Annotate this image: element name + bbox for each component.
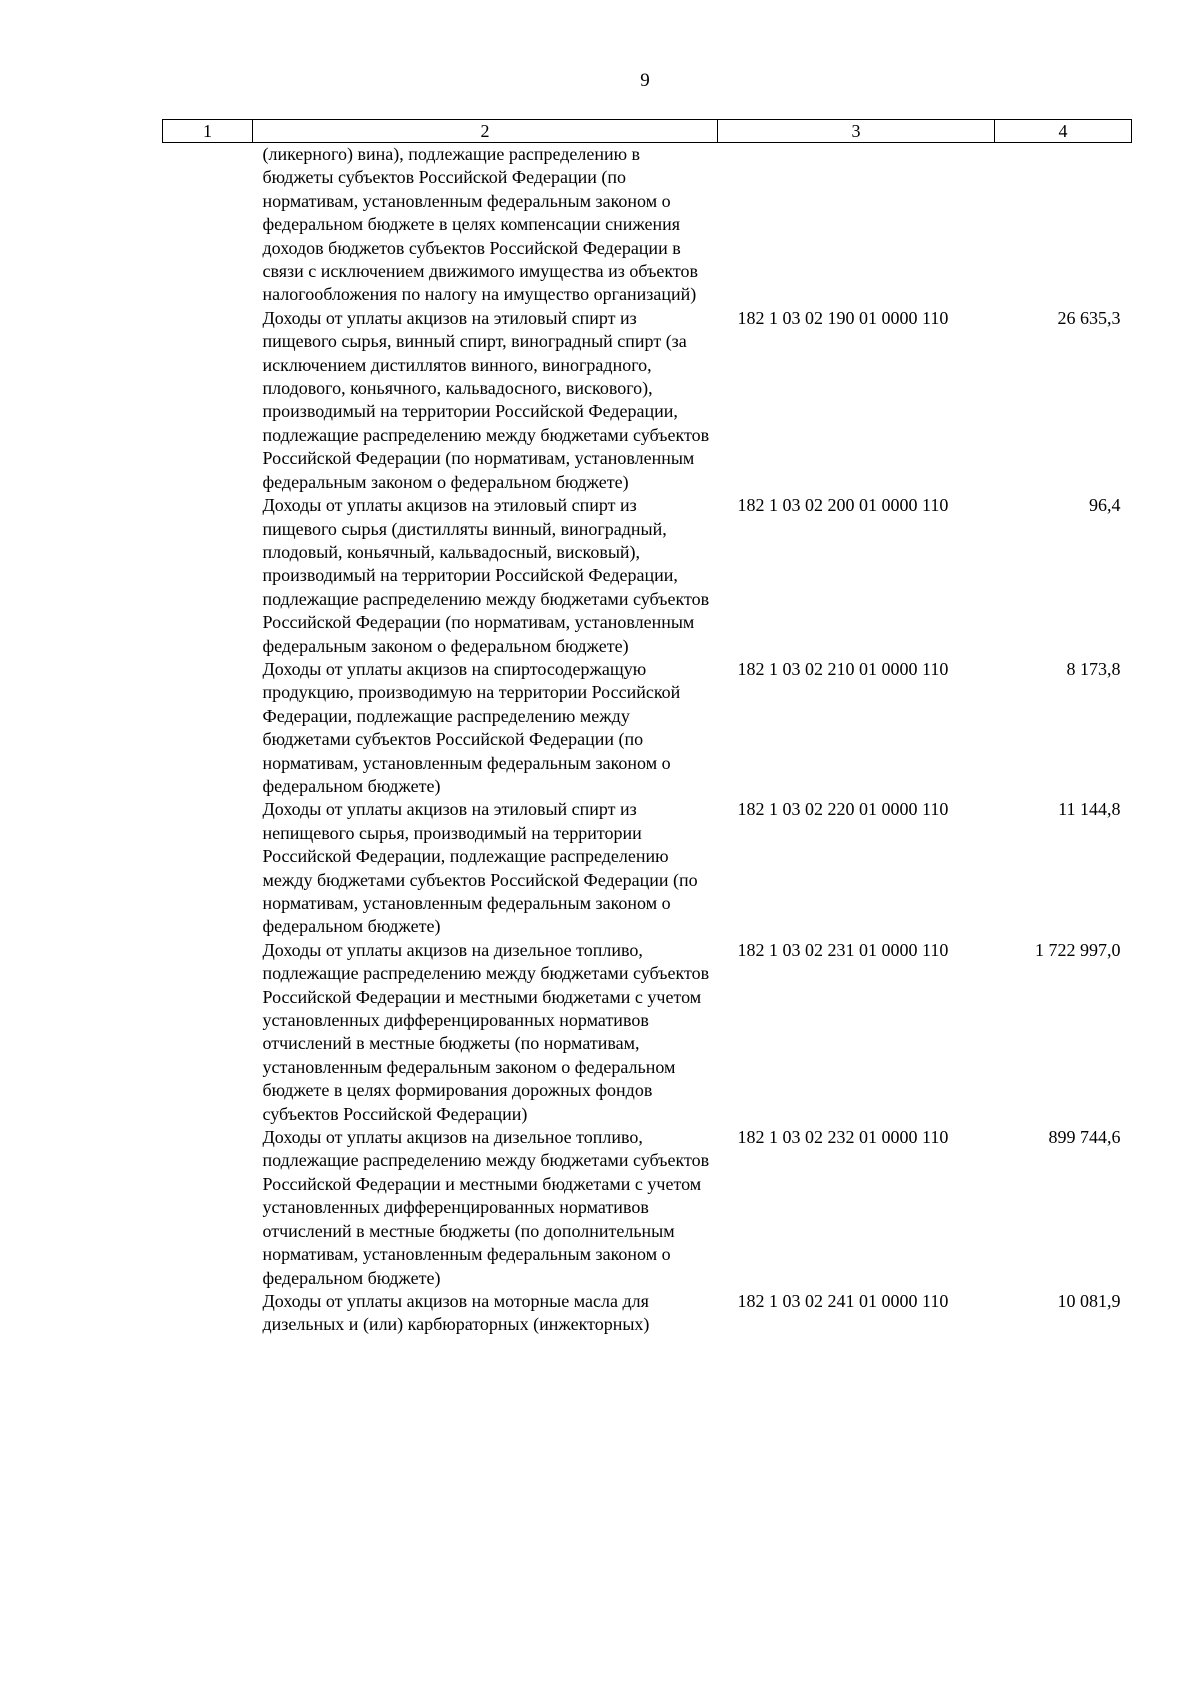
table-row: [163, 494, 1132, 658]
amount-cell: 96,4: [1089, 495, 1121, 516]
code-cell: 182 1 03 02 200 01 0000 110: [737, 495, 949, 516]
table-row: [163, 658, 1132, 798]
code-cell: 182 1 03 02 190 01 0000 110: [737, 307, 949, 328]
code-cell: 182 1 03 02 232 01 0000 110: [737, 1127, 949, 1148]
table-header-row: [163, 120, 1132, 143]
page-number: 9: [640, 70, 650, 91]
table-row: [163, 307, 1132, 494]
description-cell: Доходы от уплаты акцизов на дизельное топливо, подлежащие распределению между бюджетами субъектов Российской Федерации и местными бюджетами с учетом установленных дифференцированных нормативов отчислений в местные бюджеты (по дополнительным нормативам, установленным федеральным законом о федеральном бюджете): [262, 1127, 710, 1288]
row-number-cell: [163, 1290, 253, 1337]
table-row: [163, 798, 1132, 938]
description-cell: (ликерного) вина), подлежащие распределению в бюджеты субъектов Российской Федерации (по нормативам, установленным федеральным законом о федеральном бюджете в целях компенсации снижения доходов бюджетов субъектов Российской Федерации в связи с исключением движимого имущества из объектов налогообложения по налогу на имущество организаций): [262, 144, 699, 305]
description-cell: Доходы от уплаты акцизов на дизельное топливо, подлежащие распределению между бюджетами субъектов Российской Федерации и местными бюджетами с учетом установленных дифференцированных нормативов отчислений в местные бюджеты (по нормативам, установленным федеральным законом о федеральном бюджете в целях формирования дорожных фондов субъектов Российской Федерации): [262, 939, 710, 1124]
row-number-cell: [163, 798, 253, 938]
table-row: [163, 939, 1132, 1126]
code-cell: [718, 143, 995, 307]
column-header-1: 1: [163, 120, 253, 143]
amount-cell: 26 635,3: [1057, 307, 1121, 328]
table-row: [163, 1126, 1132, 1290]
row-number-cell: [163, 1126, 253, 1290]
table-row: [163, 1290, 1132, 1337]
code-cell: 182 1 03 02 210 01 0000 110: [737, 658, 949, 679]
description-cell: Доходы от уплаты акцизов на спиртосодержащую продукцию, производимую на территории Российской Федерации, подлежащие распределению между бюджетами субъектов Российской Федерации (по нормативам, установленным федеральным законом о федеральном бюджете): [262, 658, 681, 796]
description-cell: Доходы от уплаты акцизов на моторные масла для дизельных и (или) карбюраторных (инжекторных): [262, 1290, 650, 1335]
code-cell: 182 1 03 02 241 01 0000 110: [737, 1290, 949, 1311]
code-cell: 182 1 03 02 220 01 0000 110: [737, 799, 949, 820]
amount-cell: 10 081,9: [1057, 1290, 1121, 1311]
code-cell: 182 1 03 02 231 01 0000 110: [737, 939, 949, 960]
row-number-cell: [163, 307, 253, 494]
column-header-3: 3: [718, 120, 995, 143]
amount-cell: [995, 143, 1132, 307]
row-number-cell: [163, 494, 253, 658]
table-row: [163, 143, 1132, 307]
amount-cell: 1 722 997,0: [1035, 939, 1121, 960]
row-number-cell: [163, 143, 253, 307]
amount-cell: 11 144,8: [1058, 799, 1121, 820]
amount-cell: 8 173,8: [1066, 658, 1121, 679]
description-cell: Доходы от уплаты акцизов на этиловый спирт из пищевого сырья (дистилляты винный, виноградный, плодовый, коньячный, кальвадосный, висковый), производимый на территории Российской Федерации, подлежащие распределению между бюджетами субъектов Российской Федерации (по нормативам, установленным федеральным законом о федеральном бюджете): [262, 495, 710, 656]
description-cell: Доходы от уплаты акцизов на этиловый спирт из непищевого сырья, производимый на территории Российской Федерации, подлежащие распределению между бюджетами субъектов Российской Федерации (по нормативам, установленным федеральным законом о федеральном бюджете): [262, 799, 698, 937]
description-cell: Доходы от уплаты акцизов на этиловый спирт из пищевого сырья, винный спирт, виноградный спирт (за исключением дистиллятов винного, виноградного, плодового, коньячного, кальвадосного, вискового), производимый на территории Российской Федерации, подлежащие распределению между бюджетами субъектов Российской Федерации (по нормативам, установленным федеральным законом о федеральном бюджете): [262, 307, 710, 492]
column-header-4: 4: [995, 120, 1132, 143]
revenue-table: [162, 119, 1132, 1337]
column-header-2: 2: [253, 120, 718, 143]
amount-cell: 899 744,6: [1048, 1127, 1121, 1148]
row-number-cell: [163, 939, 253, 1126]
row-number-cell: [163, 658, 253, 798]
